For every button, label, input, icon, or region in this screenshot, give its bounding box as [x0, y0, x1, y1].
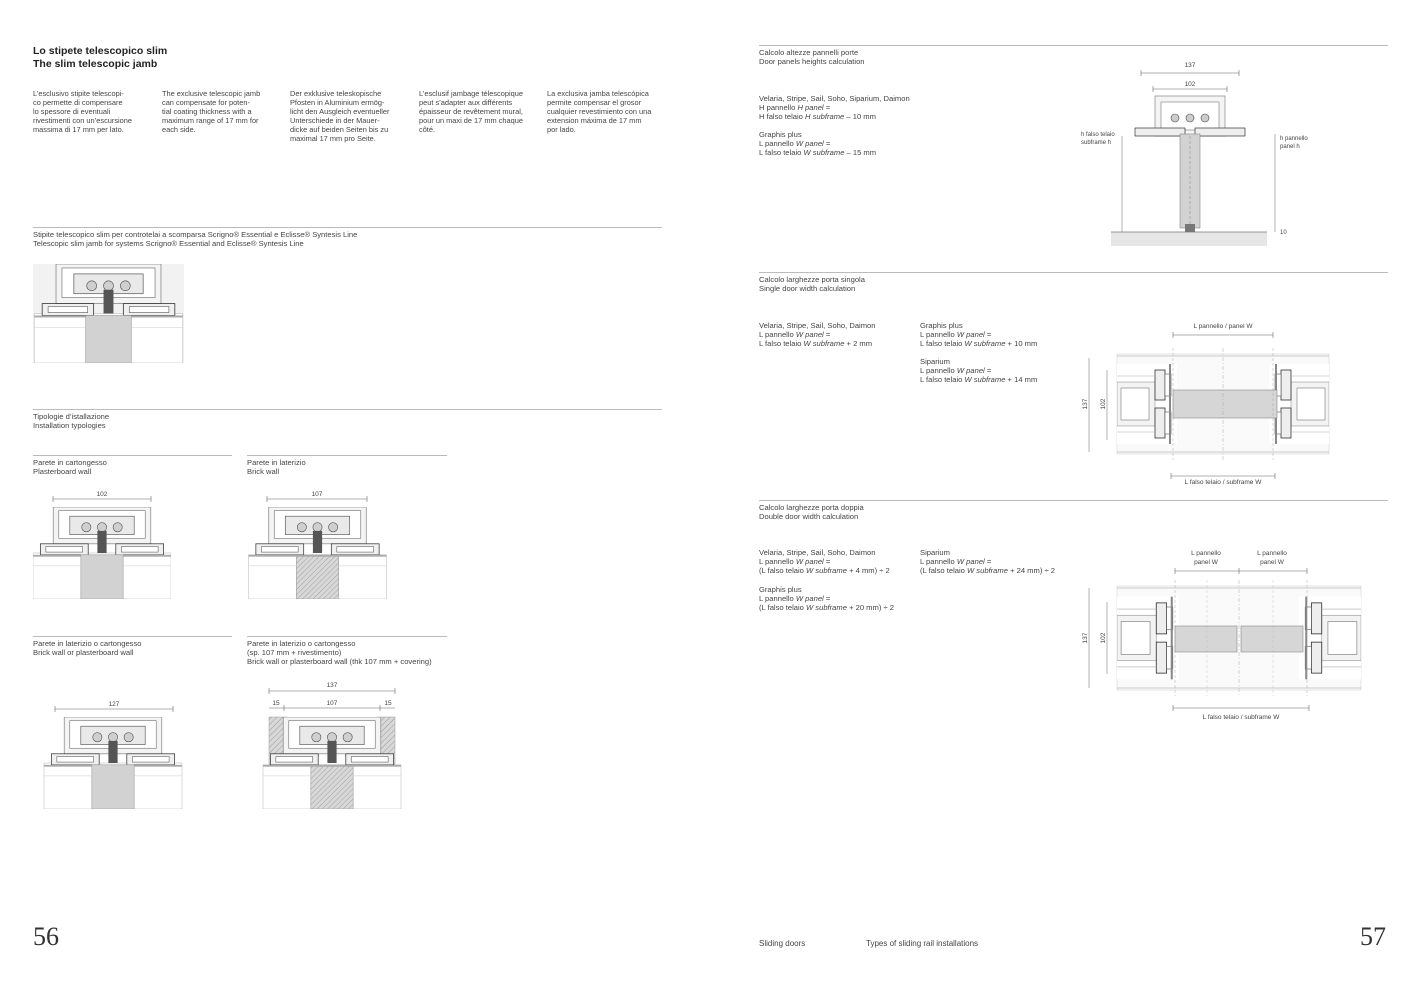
intro-col-de: Der exklusive teleskopische Pfosten in Aluminium ermög- licht den Ausgleich eventueller Unterschiede in der Mauer- dicke auf beiden Seiten bis zu maximal 17 mm pro Seite. — [290, 89, 390, 143]
dim-label: 137 — [1082, 632, 1089, 644]
dim-label: 137 — [326, 682, 338, 689]
footer-chapter-name: Types of sliding rail installations — [866, 939, 979, 948]
typology-label-brick: Parete in laterizio Brick wall — [247, 458, 306, 476]
dim-label: panel W — [1260, 559, 1284, 566]
section-divider — [759, 45, 1388, 46]
dim-label: panel h — [1280, 144, 1300, 150]
page-title — [33, 45, 167, 71]
formula-single-1: Velaria, Stripe, Sail, Soho, Daimon L pannello W panel = L falso telaio W subframe + 2 mm — [759, 321, 876, 348]
dim-label: L pannello — [1257, 550, 1287, 557]
dim-label: 127 — [108, 701, 120, 708]
single-door-diagram — [1075, 318, 1333, 490]
formula-single-3: Siparium L pannello W panel = L falso telaio W subframe + 14 mm — [920, 357, 1038, 384]
formula-double-2: Graphis plus L pannello W panel = (L falso telaio W subframe + 20 mm) ÷ 2 — [759, 585, 894, 612]
typology-label-brick-or-plasterboard: Parete in laterizio o cartongesso Brick wall or plasterboard wall — [33, 639, 142, 657]
dim-label: 137 — [1082, 398, 1089, 410]
intro-col-en: The exclusive telescopic jamb can compensate for poten- tial coating thickness with a maximum range of 17 mm for each side. — [162, 89, 261, 134]
typology-label-with-covering: Parete in laterizio o cartongesso (sp. 107 mm + rivestimento) Brick wall or plasterboard wall (thk 107 mm + covering) — [247, 639, 432, 666]
dim-label: 107 — [326, 700, 338, 707]
section-heading-heights: Calcolo altezze pannelli porte Door panels heights calculation — [759, 48, 865, 66]
section-divider — [759, 500, 1388, 501]
dim-label: 10 — [1280, 230, 1287, 236]
dim-label: 15 — [272, 700, 280, 707]
section-divider — [33, 227, 662, 228]
typology-drawing-brick — [247, 487, 390, 601]
typology-drawing-brick-or-plasterboard — [33, 697, 195, 811]
section-divider — [759, 272, 1388, 273]
heights-diagram — [1075, 56, 1315, 250]
double-door-diagram — [1075, 546, 1365, 726]
dim-label: 137 — [1184, 62, 1196, 69]
dim-label: 102 — [1100, 632, 1107, 644]
intro-col-es: La exclusiva jamba telescópica permite compensar el grosor cualquier revestimiento con una extension máxima de 17 mm por lado. — [547, 89, 652, 134]
page-number-left: 56 — [33, 922, 59, 951]
dim-label: 102 — [96, 491, 108, 498]
subsection-divider — [33, 455, 232, 456]
dim-label: L falso telaio / subframe W — [1202, 714, 1280, 721]
section-divider — [33, 409, 662, 410]
formula-heights-1: Velaria, Stripe, Sail, Soho, Siparium, Daimon H pannello H panel = H falso telaio H subframe – 10 mm — [759, 94, 910, 121]
dim-label: panel W — [1194, 559, 1218, 566]
formula-heights-2: Graphis plus L pannello W panel = L falso telaio W subframe – 15 mm — [759, 130, 877, 157]
dim-label: subframe h — [1081, 140, 1112, 146]
typology-drawing-with-covering — [247, 679, 419, 811]
title-en: The slim telescopic jamb — [33, 58, 158, 70]
subsection-divider — [247, 455, 447, 456]
dim-label: 102 — [1100, 398, 1107, 410]
intro-col-fr: L’esclusif jambage télescopique peut s’adapter aux différents épaisseur de revêtement mural, pour un maxi de 17 mm chaque côté. — [419, 89, 523, 134]
dim-label: L pannello / panel W — [1193, 323, 1253, 330]
dim-label: L falso telaio / subframe W — [1184, 479, 1262, 486]
page-number-right: 57 — [1360, 922, 1386, 951]
section-heading-jamb: Stipite telescopico slim per controtelai a scomparsa Scrigno® Essential e Eclisse® Syntesis Line Telescopic slim jamb for systems Scrigno® Essential and Eclisse® Syntesis Line — [33, 230, 358, 248]
formula-single-2: Graphis plus L pannello W panel = L falso telaio W subframe + 10 mm — [920, 321, 1038, 348]
jamb-section-drawing — [33, 264, 184, 363]
subsection-divider — [33, 636, 232, 637]
footer-section-name: Sliding doors — [759, 939, 806, 948]
dim-label: 15 — [384, 700, 392, 707]
intro-col-it: L’esclusivo stipite telescopi- co permette di compensare lo spessore di eventuali rivestimenti con un’escursione massima di 17 mm per lato. — [33, 89, 132, 134]
section-heading-typologies: Tipologie d’istallazione Installation typologies — [33, 412, 110, 430]
section-heading-single: Calcolo larghezze porta singola Single door width calculation — [759, 275, 865, 293]
formula-double-3: Siparium L pannello W panel = (L falso telaio W subframe + 24 mm) ÷ 2 — [920, 548, 1055, 575]
dim-label: L pannello — [1191, 550, 1221, 557]
title-it: Lo stipete telescopico slim — [33, 45, 168, 57]
typology-label-plasterboard: Parete in cartongesso Plasterboard wall — [33, 458, 107, 476]
dim-label: 107 — [311, 491, 323, 498]
dim-label: h falso telaio — [1081, 132, 1115, 138]
typology-drawing-plasterboard — [33, 487, 173, 601]
section-heading-double: Calcolo larghezze porta doppia Double door width calculation — [759, 503, 864, 521]
formula-double-1: Velaria, Stripe, Sail, Soho, Daimon L pannello W panel = (L falso telaio W subframe + 4 mm) ÷ 2 — [759, 548, 890, 575]
dim-label: h pannello — [1280, 136, 1308, 142]
subsection-divider — [247, 636, 447, 637]
dim-label: 102 — [1184, 81, 1196, 88]
